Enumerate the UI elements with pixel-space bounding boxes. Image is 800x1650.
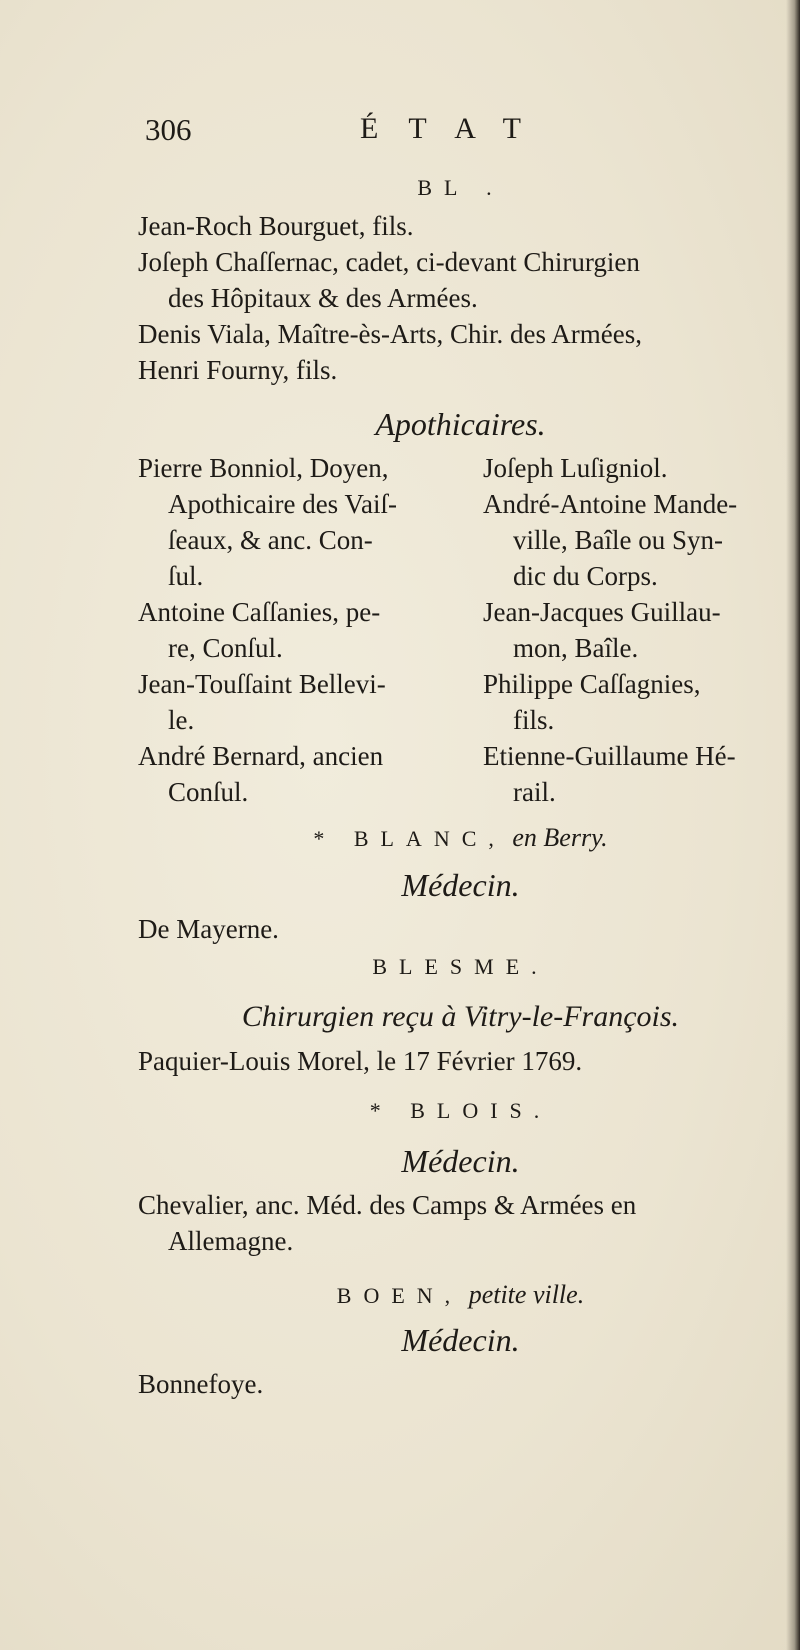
heading-italic: en Berry.	[512, 823, 608, 852]
column-line: Pierre Bonniol, Doyen,	[138, 453, 389, 483]
apothicaires-left-column	[138, 450, 483, 810]
heading-caps: * BLANC,	[313, 826, 506, 851]
running-title: ÉTAT	[360, 112, 551, 145]
column-line: ville, Baîle ou Syn-	[513, 525, 723, 555]
heading-caps: BOEN,	[336, 1283, 463, 1308]
column-line: Antoine Caſſanies, pe-	[138, 597, 381, 627]
entry-line: Allemagne.	[168, 1226, 294, 1256]
column-line: fils.	[513, 705, 555, 735]
column-line: Conſul.	[168, 777, 249, 807]
column-line: Philippe Caſſagnies,	[483, 669, 701, 699]
subheading-medecin: Médecin.	[401, 1143, 520, 1179]
column-line: dic du Corps.	[513, 561, 658, 591]
entry-line: Jean-Roch Bourguet, fils.	[138, 211, 414, 241]
entry-line: Henri Fourny, fils.	[138, 355, 338, 385]
running-header	[145, 112, 645, 152]
subheading-apothicaires: Apothicaires.	[375, 406, 546, 442]
heading-italic: petite ville.	[468, 1280, 585, 1309]
column-line: le.	[168, 705, 195, 735]
column-line: ſeaux, & anc. Con-	[168, 525, 373, 555]
page-body	[138, 170, 783, 1402]
column-line: Joſeph Luſigniol.	[483, 453, 668, 483]
column-line: Jean-Touſſaint Bellevi-	[138, 669, 386, 699]
apothicaires-columns	[138, 450, 783, 810]
column-line: rail.	[513, 777, 556, 807]
entry-line: Bonnefoye.	[138, 1369, 264, 1399]
section-heading-boen	[138, 1277, 783, 1314]
entry-line: des Hôpitaux & des Armées.	[168, 283, 478, 313]
apothicaires-right-column	[483, 450, 783, 810]
entry-line: De Mayerne.	[138, 914, 279, 944]
page-number: 306	[145, 112, 192, 147]
column-line: re, Conſul.	[168, 633, 283, 663]
entry-line: Joſeph Chaſſernac, cadet, ci-devant Chirurgien	[138, 247, 640, 277]
subheading-medecin: Médecin.	[401, 867, 520, 903]
subheading-chirurgien: Chirurgien reçu à Vitry-le-François.	[241, 1000, 680, 1033]
section-heading-blesme: BLESME.	[372, 954, 549, 979]
column-line: mon, Baîle.	[513, 633, 639, 663]
column-line: André Bernard, ancien	[138, 741, 384, 771]
entry-line: Paquier-Louis Morel, le 17 Février 1769.	[138, 1046, 583, 1076]
section-heading-blanc	[138, 820, 783, 857]
column-line: Jean-Jacques Guillau-	[483, 597, 721, 627]
column-line: ſul.	[168, 561, 204, 591]
column-line: Apothicaire des Vaiſ-	[168, 489, 397, 519]
column-line: André-Antoine Mande-	[483, 489, 738, 519]
entry-line: Denis Viala, Maître-ès-Arts, Chir. des Armées,	[138, 319, 643, 349]
subheading-medecin: Médecin.	[401, 1322, 520, 1358]
section-heading-blois: * BLOIS.	[369, 1098, 552, 1123]
page-edge-shadow	[786, 0, 800, 1650]
entry-line: Chevalier, anc. Méd. des Camps & Armées en	[138, 1190, 637, 1220]
column-line: Etienne-Guillaume Hé-	[483, 741, 736, 771]
section-heading-bl: BL .	[417, 175, 504, 200]
